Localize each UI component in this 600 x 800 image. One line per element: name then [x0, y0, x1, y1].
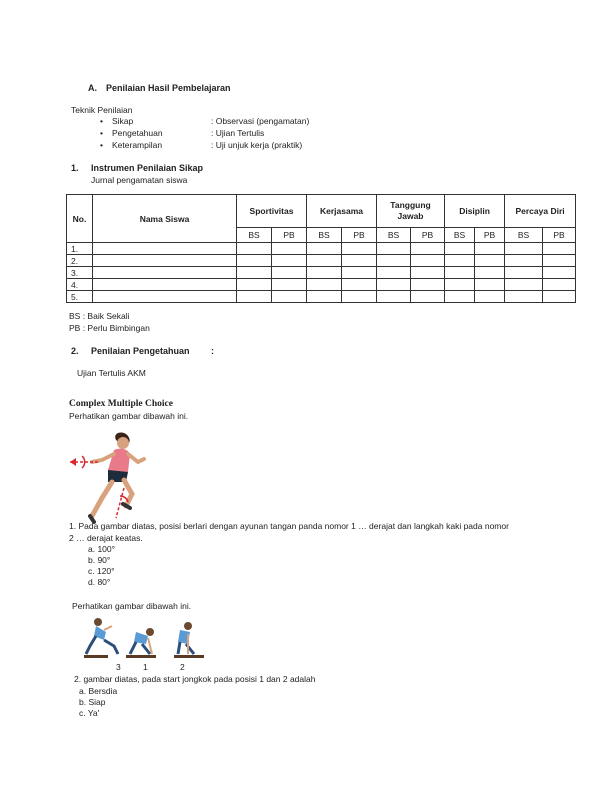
- crouch-start-illustration: [84, 616, 216, 662]
- teknik-item-value: : Ujian Tertulis: [211, 128, 265, 138]
- sub-header: BS: [445, 228, 475, 243]
- runner-illustration: [68, 432, 156, 524]
- sub-header: PB: [411, 228, 445, 243]
- row-number: 3.: [67, 267, 93, 279]
- cmc-instruction: Perhatikan gambar dibawah ini.: [69, 411, 189, 421]
- sub-header: BS: [307, 228, 342, 243]
- row-number: 1.: [67, 243, 93, 255]
- sub-header: PB: [272, 228, 307, 243]
- q2-instruction: Perhatikan gambar dibawah ini.: [72, 601, 192, 611]
- section-1-title: Instrumen Penilaian Sikap: [91, 163, 204, 173]
- col-group-header: Percaya Diri: [505, 195, 576, 228]
- sub-header: PB: [475, 228, 505, 243]
- q1-line2: 2 … derajat keatas.: [69, 533, 143, 543]
- col-name-header: Nama Siswa: [93, 195, 237, 243]
- q2-option: b. Siap: [79, 697, 106, 707]
- table-row: [67, 291, 576, 303]
- table-row: [67, 243, 576, 255]
- teknik-heading: Teknik Penilaian: [71, 105, 133, 115]
- legend-pb: PB : Perlu Bimbingan: [69, 323, 150, 333]
- q2-option: c. Ya': [79, 708, 100, 718]
- teknik-item-value: : Uji unjuk kerja (praktik): [211, 140, 303, 150]
- sub-header: PB: [342, 228, 377, 243]
- row-number: 2.: [67, 255, 93, 267]
- section-2-num: 2.: [71, 346, 79, 356]
- bullet-icon: •: [100, 128, 103, 138]
- section-a-letter: A.: [88, 83, 97, 93]
- position-label: 1: [143, 662, 148, 672]
- section-1-subtitle: Jurnal pengamatan siswa: [91, 175, 188, 185]
- q2-line: 2. gambar diatas, pada start jongkok pada posisi 1 dan 2 adalah: [74, 674, 316, 684]
- table-row: [67, 255, 576, 267]
- position-label: 2: [180, 662, 185, 672]
- table-row: [67, 267, 576, 279]
- row-number: 4.: [67, 279, 93, 291]
- section-2-colon: :: [211, 346, 214, 356]
- col-no-header: No.: [67, 195, 93, 243]
- col-group-header: Disiplin: [445, 195, 505, 228]
- bullet-icon: •: [100, 116, 103, 126]
- position-label: 3: [116, 662, 121, 672]
- teknik-item-value: : Observasi (pengamatan): [211, 116, 310, 126]
- attitude-table: [66, 194, 576, 303]
- q1-option: d. 80°: [88, 577, 111, 587]
- section-1-num: 1.: [71, 163, 79, 173]
- section-a-title: Penilaian Hasil Pembelajaran: [106, 83, 231, 93]
- sub-header: BS: [237, 228, 272, 243]
- q1-line1: 1. Pada gambar diatas, posisi berlari dengan ayunan tangan panda nomor 1 … derajat dan langkah kaki pada nomor: [69, 521, 509, 531]
- teknik-item-label: Keterampilan: [112, 140, 163, 150]
- teknik-item-label: Pengetahuan: [112, 128, 163, 138]
- section-2-subtitle: Ujian Tertulis AKM: [77, 368, 146, 378]
- col-group-header: Kerjasama: [307, 195, 377, 228]
- q2-option: a. Bersdia: [79, 686, 118, 696]
- q1-option: c. 120°: [88, 566, 115, 576]
- cmc-title: Complex Multiple Choice: [69, 399, 173, 409]
- teknik-item-label: Sikap: [112, 116, 134, 126]
- sub-header: BS: [377, 228, 411, 243]
- sub-header: BS: [505, 228, 543, 243]
- row-number: 5.: [67, 291, 93, 303]
- sub-header: PB: [543, 228, 576, 243]
- q1-option: a. 100°: [88, 544, 116, 554]
- col-group-header: Sportivitas: [237, 195, 307, 228]
- legend-bs: BS : Baik Sekali: [69, 311, 130, 321]
- arrow-icon: [70, 458, 76, 466]
- col-group-header: Tanggung Jawab: [377, 195, 445, 228]
- table-row: [67, 279, 576, 291]
- bullet-icon: •: [100, 140, 103, 150]
- section-2-title: Penilaian Pengetahuan: [91, 346, 190, 356]
- q1-option: b. 90°: [88, 555, 111, 565]
